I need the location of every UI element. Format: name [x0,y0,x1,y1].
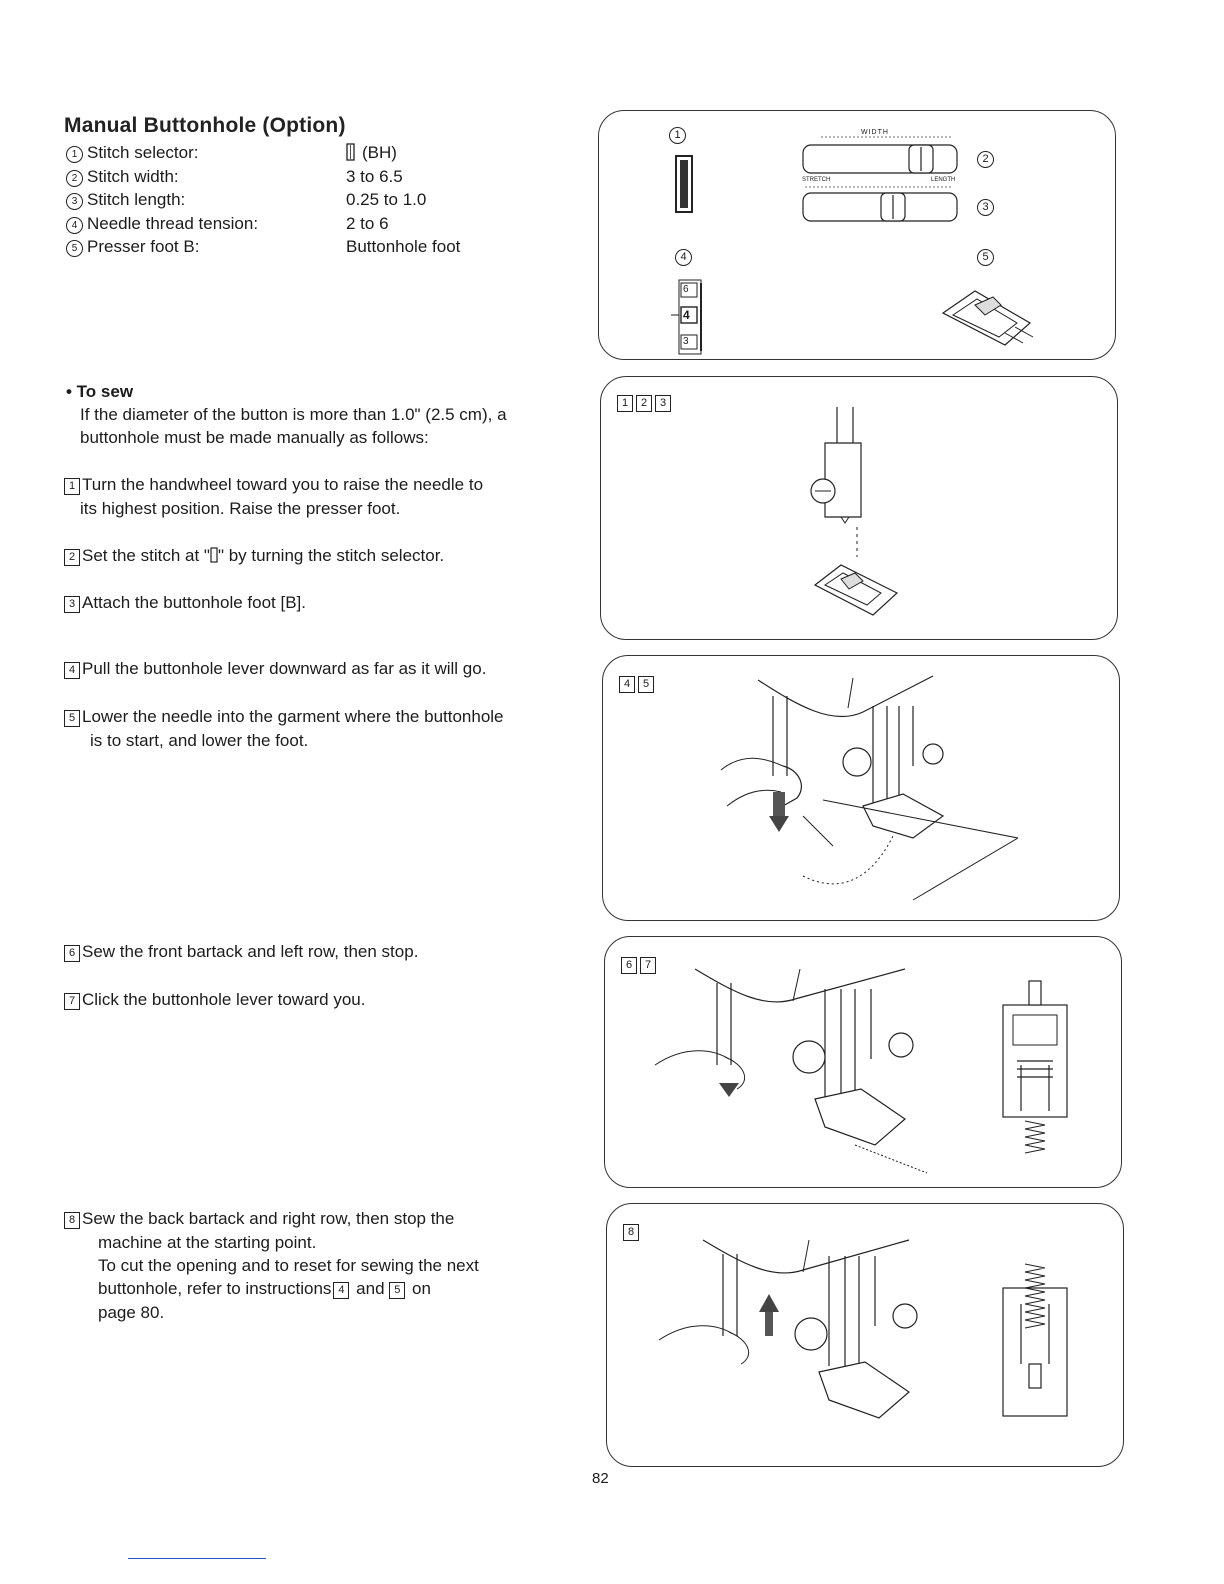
to-sew-intro-1: If the diameter of the button is more than 1.0" (2.5 cm), a [80,405,507,424]
step-1: 1 Turn the handwheel toward you to raise the needle to [64,473,483,496]
figure-tags-4-5: 4 5 [619,676,657,693]
figure-settings-panel [598,110,1116,360]
step-8-line4: buttonhole, refer to instructions 4 and 5 on [98,1279,431,1298]
tension-mark-6: 6 [683,284,689,295]
step-8-line2: machine at the starting point. [98,1233,317,1252]
callout-4: 4 [675,249,692,266]
figure-tags-1-3: 1 2 3 [617,395,674,412]
figure-steps-4-5 [602,655,1120,921]
sew-back-bartack-drawing [647,1216,947,1446]
to-sew-intro-2: buttonhole must be made manually as follows: [80,428,429,447]
to-sew-heading: • To sew [66,382,134,401]
step-5: 5 Lower the needle into the garment where the buttonhole [64,705,504,728]
callout-3: 3 [977,199,994,216]
step-2: 2 Set the stitch at " " by turning the stitch selector. [64,544,444,567]
step-8: 8 Sew the back bartack and right row, then stop the [64,1207,454,1230]
callout-1: 1 [669,127,686,144]
step-7: 7 Click the buttonhole lever toward you. [64,988,366,1011]
step-4: 4 Pull the buttonhole lever downward as far as it will go. [64,657,486,680]
buttonhole-stitch-icon [346,143,356,161]
figure-tags-6-7: 6 7 [621,957,659,974]
figure-steps-1-3 [600,376,1118,640]
step-8-line5: page 80. [98,1303,165,1322]
width-label: WIDTH [861,129,889,136]
buttonhole-progress-diagram-right [999,1264,1079,1424]
stretch-label: STRETCH [802,177,831,183]
step-3: 3 Attach the buttonhole foot [B]. [64,591,306,614]
page-number: 82 [592,1470,609,1487]
figure-tags-8: 8 [623,1224,642,1241]
figure-step-8 [606,1203,1124,1467]
callout-5: 5 [977,249,994,266]
tension-mark-4: 4 [683,308,690,322]
stitch-selector-window [675,155,695,215]
step-6: 6 Sew the front bartack and left row, then stop. [64,940,418,963]
buttonhole-foot-drawing [935,283,1045,353]
length-label: LENGTH [931,177,956,183]
lever-pull-drawing [703,666,1023,916]
tension-mark-3: 3 [683,336,689,347]
footer-rule [128,1558,266,1559]
step-5-cont: is to start, and lower the foot. [90,731,309,750]
figure-steps-6-7 [604,936,1122,1188]
buttonhole-stitch-icon [210,547,218,563]
tension-dial [677,279,707,355]
sew-front-bartack-drawing [645,949,945,1179]
callout-2: 2 [977,151,994,168]
page-title: Manual Buttonhole (Option) [64,114,346,137]
step-1-cont: its highest position. Raise the presser foot. [80,499,401,518]
buttonhole-progress-diagram-left [999,981,1079,1161]
needle-and-foot-drawing [801,407,921,627]
step-8-line3: To cut the opening and to reset for sewing the next [98,1256,479,1275]
